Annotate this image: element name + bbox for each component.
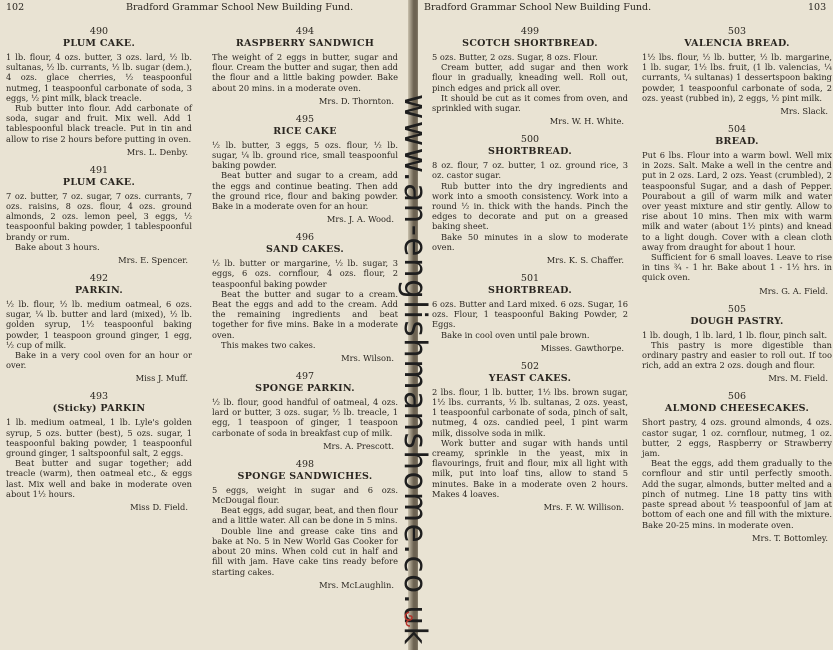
recipe-paragraph: Beat the butter and sugar to a cream. Beat the eggs and add to the cream. Add the remaining ingredients and beat together for five mins. Bake in a moderate oven. bbox=[212, 288, 398, 340]
recipe-contributor: Misses. Gawthorpe. bbox=[540, 342, 624, 353]
recipe-number: 503 bbox=[727, 26, 747, 37]
recipe-490 bbox=[6, 26, 192, 157]
recipe-494 bbox=[212, 26, 398, 106]
recipe-body bbox=[6, 299, 192, 370]
left-page-column-2 bbox=[212, 18, 398, 590]
recipe-paragraph: Beat butter and sugar to a cream, add the eggs and continue beating. Then add the ground rice, flour and baking powder. Bake in a moderate oven for an hour. bbox=[212, 170, 398, 212]
recipe-paragraph: This makes two cakes. bbox=[221, 339, 316, 350]
recipe-paragraph: 1 lb. medium oatmeal, 1 lb. Lyle's golden syrup, 5 ozs. butter (best), 5 ozs. sugar, 1 teaspoonful baking powder, 1 teaspoonful ground ginger, 1 saltspoonful salt, 2 eggs. bbox=[6, 417, 192, 459]
recipe-body bbox=[642, 330, 832, 371]
recipe-contributor: Mrs. M. Field. bbox=[768, 373, 828, 384]
recipe-number: 504 bbox=[727, 124, 747, 136]
recipe-493 bbox=[6, 391, 192, 512]
right-page-column-1 bbox=[432, 18, 628, 512]
right-page-column-2 bbox=[642, 18, 832, 543]
recipe-title: PLUM CAKE. bbox=[62, 176, 136, 188]
recipe-paragraph: ½ lb. butter, 3 eggs, 5 ozs. flour, ½ lb. sugar, ¼ lb. ground rice, small teaspoonful baking powder. bbox=[212, 139, 398, 171]
recipe-body bbox=[6, 52, 192, 144]
recipe-paragraph: ½ lb. butter or margarine, ½ lb. sugar, 3 eggs, 6 ozs. cornflour, 4 ozs. flour, 2 teaspoonful baking powder bbox=[212, 258, 398, 289]
recipe-title: SAND CAKES. bbox=[265, 244, 345, 256]
recipe-contributor: Mrs. A. Prescott. bbox=[323, 440, 394, 451]
recipe-paragraph: Beat butter and sugar together; add treacle (warm), then oatmeal etc., & eggs last. Mix well and bake in moderate oven about 1½ hours. bbox=[6, 458, 192, 499]
recipe-title: SPONGE SANDWICHES. bbox=[237, 470, 373, 482]
left-page-number: 102 bbox=[6, 2, 25, 13]
recipe-body bbox=[212, 258, 398, 350]
recipe-paragraph: ½ lb. flour, good handful of oatmeal, 4 ozs. lard or butter, 3 ozs. sugar, ½ lb. treacle, 1 egg, 1 teaspoon of ginger, 1 teaspoon carbonate of soda in breakfast cup of milk. bbox=[212, 397, 398, 438]
recipe-paragraph: Work butter and sugar with hands until creamy, sprinkle in the yeast, mix in flavourings, fruit and flour, mix all light with milk, put into loaf tins, allow to stand 5 minutes. Bake in a moderate oven 2 hours. Makes 4 loaves. bbox=[432, 437, 628, 499]
watermark-text: www.an-englishmanshome.co.uk bbox=[397, 94, 433, 646]
recipe-505 bbox=[642, 304, 832, 384]
recipe-contributor: Mrs. D. Thornton. bbox=[318, 95, 394, 106]
recipe-paragraph: 5 ozs. Butter, 2 ozs. Sugar, 8 ozs. Flour. bbox=[432, 52, 598, 62]
recipe-paragraph: This pastry is more digestible than ordinary pastry and easier to roll out. If too rich, add an extra 2 ozs. dough and flour. bbox=[642, 339, 832, 371]
recipe-499 bbox=[432, 26, 628, 126]
recipe-506 bbox=[642, 391, 832, 542]
recipe-paragraph: Rub butter into the dry ingredients and work into a smooth consistency. Work into a round ½ in. thick with the hands. Pinch the edges to decorate and put on a greased baking sheet. bbox=[432, 180, 628, 232]
recipe-paragraph: Beat eggs, add sugar, beat, and then flour and a little water. All can be done in 5 mins. bbox=[212, 505, 398, 526]
recipe-body bbox=[212, 485, 398, 577]
recipe-paragraph: Double line and grease cake tins and bake at No. 5 in New World Gas Cooker for about 20 mins. When cold cut in half and fill with jam. Have cake tins ready before starting cakes. bbox=[212, 525, 398, 577]
watermark bbox=[392, 94, 438, 646]
recipe-number: 502 bbox=[520, 360, 540, 372]
recipe-title: (Sticky) PARKIN bbox=[52, 403, 146, 415]
recipe-paragraph: 1½ lbs. flour, ½ lb. butter, ½ lb. margarine, 1 lb. sugar, 1½ lbs. fruit, (1 lb. valencias, ¼ currants, ¼ sultanas) 1 dessertspoon baking powder, 1 teaspoonful carbonate of soda, 2 ozs. yeast (rubbed in), 2 eggs, ½ pint milk. bbox=[642, 52, 832, 103]
recipe-contributor: Miss J. Muff. bbox=[135, 373, 188, 384]
recipe-body bbox=[6, 191, 192, 252]
recipe-paragraph: Bake 50 minutes in a slow to moderate oven. bbox=[432, 231, 628, 252]
right-page bbox=[418, 0, 833, 650]
recipe-title: RASPBERRY SANDWICH bbox=[235, 38, 375, 49]
recipe-title: BREAD. bbox=[715, 136, 759, 148]
recipe-contributor: Mrs. McLaughlin. bbox=[319, 579, 394, 590]
recipe-contributor: Mrs. L. Denby. bbox=[126, 146, 188, 157]
recipe-paragraph: Bake in a very cool oven for an hour or over. bbox=[6, 350, 192, 371]
recipe-body bbox=[432, 52, 628, 113]
recipe-body bbox=[6, 417, 192, 499]
recipe-number: 505 bbox=[727, 303, 747, 315]
right-running-title: Bradford Grammar School New Building Fund. bbox=[424, 2, 652, 13]
recipe-496 bbox=[212, 232, 398, 363]
recipe-body bbox=[642, 150, 832, 283]
recipe-title: SCOTCH SHORTBREAD. bbox=[462, 38, 598, 49]
recipe-paragraph: Beat the eggs, add them gradually to the cornflour and stir until perfectly smooth. Add the sugar, almonds, butter melted and a pinch of nutmeg. Line 18 patty tins with paste spread about ½ teaspoonful of jam at bottom of each one and fill with the mixture. Bake 20-25 mins. in moderate oven. bbox=[642, 458, 832, 530]
recipe-title: ALMOND CHEESECAKES. bbox=[664, 403, 810, 415]
recipe-body bbox=[212, 140, 398, 211]
recipe-body bbox=[432, 299, 628, 340]
recipe-500 bbox=[432, 134, 628, 265]
recipe-paragraph: Short pastry, 4 ozs. ground almonds, 4 ozs. castor sugar, 1 oz. cornflour, nutmeg, 1 oz. butter, 2 eggs, Raspberry or Strawberry jam. bbox=[642, 417, 832, 459]
recipe-495 bbox=[212, 114, 398, 224]
recipe-contributor: Mrs. K. S. Chaffer. bbox=[546, 255, 624, 266]
recipe-body bbox=[642, 52, 832, 103]
recipe-title: PARKIN. bbox=[75, 285, 123, 297]
recipe-number: 495 bbox=[295, 113, 315, 125]
recipe-contributor: Mrs. E. Spencer. bbox=[118, 255, 188, 266]
recipe-body bbox=[642, 417, 832, 529]
recipe-number: 498 bbox=[295, 458, 315, 470]
recipe-contributor: Miss D. Field. bbox=[130, 502, 188, 513]
recipe-contributor: Mrs. T. Bottomley. bbox=[752, 532, 828, 543]
recipe-title: RICE CAKE bbox=[273, 125, 337, 137]
recipe-paragraph: It should be cut as it comes from oven, and sprinkled with sugar. bbox=[432, 92, 628, 114]
left-page bbox=[0, 0, 412, 650]
recipe-body bbox=[432, 387, 628, 499]
left-page-column-1 bbox=[6, 18, 192, 512]
recipe-body bbox=[212, 397, 398, 438]
recipe-title: YEAST CAKES. bbox=[488, 372, 572, 384]
recipe-498 bbox=[212, 459, 398, 590]
recipe-title: DOUGH PASTRY. bbox=[690, 315, 784, 327]
recipe-contributor: Mrs. Wilson. bbox=[341, 353, 394, 364]
recipe-497 bbox=[212, 371, 398, 451]
recipe-paragraph: Sufficient for 6 small loaves. Leave to rise in tins ¾ - 1 hr. Bake about 1 - 1½ hrs. in quick oven. bbox=[642, 252, 832, 283]
recipe-504 bbox=[642, 124, 832, 296]
recipe-contributor: Mrs. F. W. Willison. bbox=[543, 502, 624, 513]
swirl-ornament-icon bbox=[402, 610, 416, 628]
recipe-number: 497 bbox=[295, 371, 315, 383]
recipe-contributor: Mrs. W. H. White. bbox=[549, 116, 624, 127]
recipe-paragraph: Bake in cool oven until pale brown. bbox=[441, 329, 590, 340]
recipe-paragraph: 6 ozs. Butter and Lard mixed. 6 ozs. Sugar, 16 ozs. Flour, 1 teaspoonful Baking Powder, 2 Eggs. bbox=[432, 299, 628, 330]
recipe-title: SHORTBREAD. bbox=[488, 146, 572, 158]
recipe-paragraph: The weight of 2 eggs in butter, sugar and flour. Cream the butter and sugar, then add the flour and a little baking powder. Bake about 20 mins. in a moderate oven. bbox=[212, 52, 398, 93]
recipe-paragraph: 8 oz. flour, 7 oz. butter, 1 oz. ground rice, 3 oz. castor sugar. bbox=[432, 160, 628, 181]
recipe-paragraph: 5 eggs, weight in sugar and 6 ozs. McDougal flour. bbox=[212, 484, 398, 506]
recipe-paragraph: Put 6 lbs. Flour into a warm bowl. Well mix in 2ozs. Salt. Make a well in the centre and put in 2 ozs. Lard, 2 ozs. Yeast (crumbled), 2 teaspoonsful Sugar, and a dash of Pepper. Pourabout a gill of warm milk and water over yeast mixture and stir gently. Allow to rise about 10 mins. Then mix with warm milk and water (about 1½ pints) and knead to a light dough. Cover with a clean cloth away from draught for about 1 hour. bbox=[642, 150, 832, 252]
recipe-number: 500 bbox=[520, 134, 540, 146]
recipe-number: 493 bbox=[89, 391, 109, 403]
recipe-contributor: Mrs. G. A. Field. bbox=[759, 285, 828, 296]
recipe-body bbox=[212, 52, 398, 93]
recipe-paragraph: 1 lb. dough, 1 lb. lard, 1 lb. flour, pinch salt. bbox=[642, 329, 828, 340]
recipe-title: VALENCIA BREAD. bbox=[684, 38, 790, 49]
recipe-paragraph: ½ lb. flour, ½ lb. medium oatmeal, 6 ozs. sugar, ¼ lb. butter and lard (mixed), ½ lb. golden syrup, 1½ teaspoonful baking powder, 1 teaspoon ground ginger, 1 egg, ½ cup of milk. bbox=[6, 299, 192, 350]
recipe-paragraph: 2 lbs. flour, 1 lb. butter, 1½ lbs. brown sugar, 1½ lbs. currants, ½ lb. sultanas, 2 ozs. yeast, 1 teaspoonful carbonate of soda, pinch of salt, nutmeg, 4 ozs. candied peel, 1 pint warm milk, dissolve soda in milk. bbox=[432, 386, 628, 438]
recipe-503 bbox=[642, 26, 832, 116]
recipe-title: PLUM CAKE. bbox=[62, 38, 136, 49]
left-running-title: Bradford Grammar School New Building Fund. bbox=[126, 2, 354, 13]
recipe-paragraph: Bake about 3 hours. bbox=[15, 241, 100, 252]
recipe-number: 499 bbox=[520, 26, 540, 37]
recipe-491 bbox=[6, 165, 192, 265]
recipe-502 bbox=[432, 361, 628, 512]
recipe-number: 496 bbox=[295, 232, 315, 244]
recipe-paragraph: 7 oz. butter, 7 oz. sugar, 7 ozs. currants, 7 ozs. raisins, 8 ozs. flour, 4 ozs. ground almonds, 2 ozs. lemon peel, 3 eggs, ½ teaspoonful baking powder, 1 tablespoonful brandy or rum. bbox=[6, 190, 192, 242]
recipe-paragraph: Rub butter into flour. Add carbonate of soda, sugar and fruit. Mix well. Add 1 tablespoonful black treacle. Put in tin and allow to rise 2 hours before putting in oven. bbox=[6, 103, 192, 144]
recipe-body bbox=[432, 160, 628, 252]
recipe-contributor: Mrs. Slack. bbox=[780, 106, 828, 117]
recipe-492 bbox=[6, 273, 192, 383]
recipe-title: SHORTBREAD. bbox=[488, 285, 572, 297]
recipe-contributor: Mrs. J. A. Wood. bbox=[326, 214, 394, 225]
recipe-number: 494 bbox=[295, 26, 315, 37]
recipe-paragraph: Cream butter, add sugar and then work flour in gradually, kneading well. Roll out, pinch edges and prick all over. bbox=[432, 62, 628, 93]
right-page-number: 103 bbox=[808, 2, 827, 13]
recipe-number: 501 bbox=[520, 273, 540, 285]
recipe-title: SPONGE PARKIN. bbox=[255, 383, 355, 395]
recipe-paragraph: 1 lb. flour, 4 ozs. butter, 3 ozs. lard, ½ lb. sultanas, ½ lb. currants, ½ lb. sugar (dem.), 4 ozs. glace cherries, ½ teaspoonful nutmeg, 1 teaspoonful carbonate of soda, 3 eggs, ½ pint milk, black treacle. bbox=[6, 52, 192, 103]
recipe-number: 506 bbox=[727, 391, 747, 403]
recipe-number: 490 bbox=[89, 26, 109, 37]
recipe-number: 492 bbox=[89, 273, 109, 285]
recipe-501 bbox=[432, 273, 628, 353]
recipe-number: 491 bbox=[89, 164, 109, 176]
